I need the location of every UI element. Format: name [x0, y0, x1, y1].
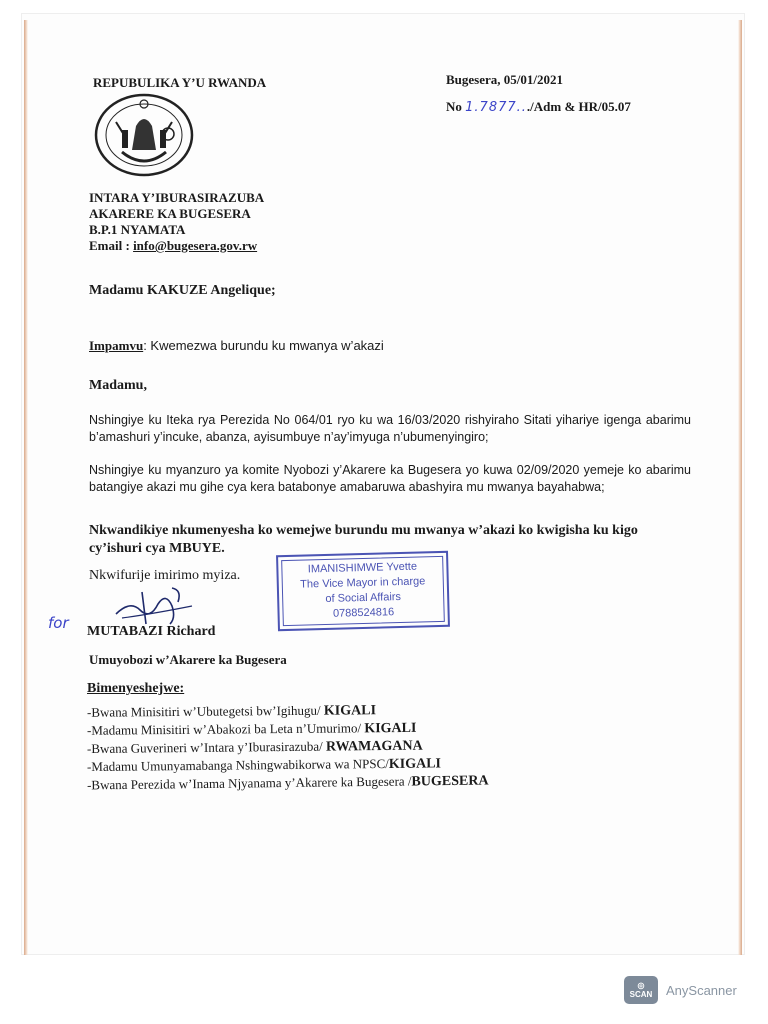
signatory-title: Umuyobozi w’Akarere ka Bugesera	[89, 652, 287, 667]
scanner-watermark	[624, 976, 737, 1004]
ref-prefix: No	[446, 99, 466, 114]
paper-edge-left	[24, 20, 28, 955]
ref-handwritten-number: 1.7877..	[465, 100, 527, 115]
stamp-name: IMANISHIMWE Yvette	[307, 560, 418, 576]
official-stamp	[276, 551, 450, 631]
ref-suffix: ./Adm & HR/05.07	[526, 99, 631, 114]
list-item: -Bwana Perezida w’Inama Njyanama y’Akarere ka Bugesera /BUGESERA	[86, 773, 489, 793]
subject-line	[89, 338, 384, 354]
scanner-app-name: AnyScanner	[666, 982, 737, 998]
cc-heading: Bimenyeshejwe:	[87, 681, 185, 696]
list-item: -Madamu Umunyamabanga Nshingwabikorwa wa NPSC/KIGALI	[86, 755, 442, 775]
decision-statement: Nkwandikiye nkumenyesha ko wemejwe burundu mu mwanya w’akazi ko kwigisha ku kigo cy’ishuri cya MBUYE.	[89, 523, 638, 556]
rwanda-seal-icon	[92, 92, 196, 178]
subject-text: : Kwemezwa burundu ku mwanya w’akazi	[143, 338, 384, 353]
stamp-role: The Vice Mayor in charge	[300, 575, 426, 591]
email-line	[89, 238, 257, 254]
signatory-name: MUTABAZI Richard	[87, 624, 216, 639]
salutation: Madamu,	[89, 378, 147, 393]
for-mark: for	[48, 614, 69, 632]
paper-edge-right	[738, 20, 742, 955]
recipient: Madamu KAKUZE Angelique;	[89, 283, 276, 298]
list-item: -Bwana Guverineri w’Intara y’Iburasirazuba/ RWAMAGANA	[86, 738, 423, 757]
closing-line: Nkwifurije imirimo myiza.	[89, 568, 241, 583]
subject-label: Impamvu	[89, 338, 144, 353]
list-item: -Bwana Minisitiri w’Ubutegetsi bw’Igihugu/ KIGALI	[86, 702, 377, 720]
email-link[interactable]: info@bugesera.gov.rw	[133, 238, 258, 253]
email-label: Email :	[89, 238, 134, 253]
country-name: REPUBULIKA Y’U RWANDA	[93, 75, 267, 90]
po-box: B.P.1 NYAMATA	[89, 222, 186, 237]
place-date: Bugesera, 05/01/2021	[446, 72, 563, 87]
reference-number	[446, 99, 631, 115]
list-item: -Madamu Minisitiri w’Abakozi ba Leta n’Umurimo/ KIGALI	[86, 720, 417, 738]
stamp-inner-border	[281, 556, 445, 626]
district-name: AKARERE KA BUGESERA	[89, 206, 251, 221]
scan-app-icon: ◎ SCAN	[624, 976, 658, 1004]
stamp-phone: 0788524816	[332, 606, 395, 620]
paragraph-2: Nshingiye ku myanzuro ya komite Nyobozi y’Akarere ka Bugesera yo kuwa 02/09/2020 yemeje ko abarimu batangiye akazi mu gihe cya kera batabonye amabaruwa abashyira mu mwanya bayahabwa;	[89, 463, 691, 494]
paragraph-1: Nshingiye ku Iteka rya Perezida No 064/01 ryo ku wa 16/03/2020 rishyiraho Sitati yihariye igenga abarimu b’amashuri y’incuke, abanza, ayisumbuye n’ay’imyuga n’ubumenyingiro;	[89, 413, 691, 444]
province-name: INTARA Y’IBURASIRAZUBA	[89, 190, 265, 205]
cc-list	[87, 702, 489, 792]
stamp-role-2: of Social Affairs	[325, 591, 402, 605]
